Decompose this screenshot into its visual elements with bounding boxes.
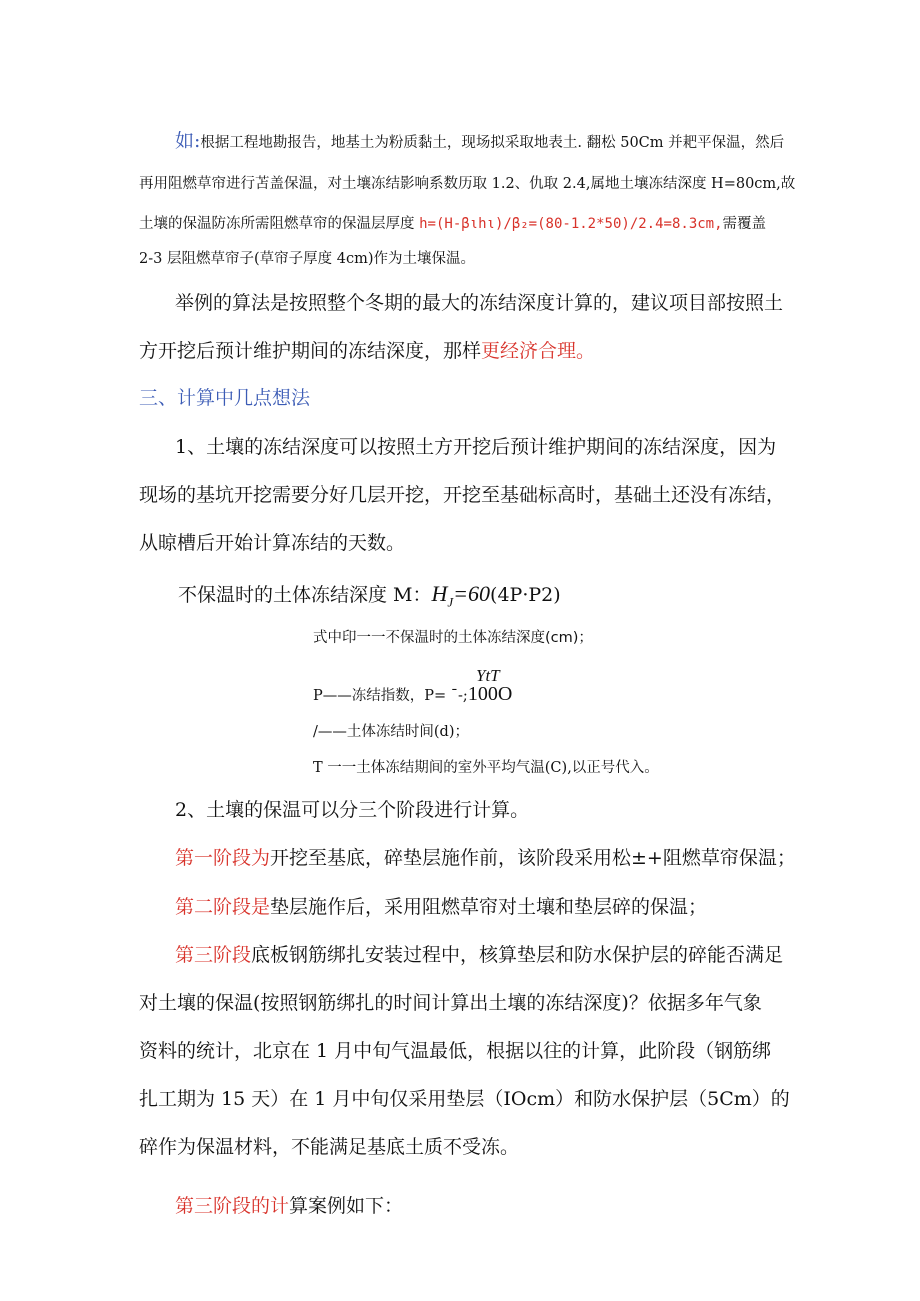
stage3-line-1-text: 底板钢筋绑扎安装过程中，核算垫层和防水保护层的碎能否满足	[251, 944, 784, 966]
example-line-4: 2-3 层阻燃草帘子(草帘子厚度 4cm)作为土壤保温。	[139, 251, 475, 267]
formula-def-2-num: 100O	[467, 683, 513, 705]
example-line-3-tail: 需覆盖	[722, 216, 767, 232]
case-red: 第三阶段的计	[175, 1195, 290, 1217]
point1-line-1: 1、土壤的冻结深度可以按照土方开挖后预计维护期间的冻结深度，因为	[175, 436, 777, 458]
formula-hj	[431, 581, 491, 610]
formula-def-4: T 一一土体冻结期间的室外平均气温(C),以正号代入。	[313, 760, 659, 776]
algo-line-1: 举例的算法是按照整个冬期的最大的冻结深度计算的，建议项目部按照土	[175, 292, 784, 314]
case-line	[175, 1191, 403, 1218]
stage2-text: 垫层施作后，采用阻燃草帘对土壤和垫层碎的保温；	[270, 896, 708, 918]
formula-def-1: 式中印一一不保温时的土体冻结深度(cm)；	[313, 630, 593, 646]
formula-def-2	[313, 683, 512, 706]
freeze-depth-formula	[178, 580, 561, 610]
stage3-label: 第三阶段	[175, 944, 252, 966]
stage3-line-5: 碎作为保温材料，不能满足基底土质不受冻。	[139, 1136, 520, 1158]
point1-line-2: 现场的基坑开挖需要分好几层开挖，开挖至基础标高时，基础土还没有冻结，	[139, 484, 786, 506]
algo-line-2-text: 方开挖后预计维护期间的冻结深度，那样	[139, 340, 482, 362]
example-line-3-text: 土壤的保温防冻所需阻燃草帘的保温层厚度	[139, 216, 420, 232]
formula-hj-rest: (4P·P2)	[490, 584, 561, 606]
formula-label: 不保温时的土体冻结深度 M：	[178, 584, 432, 606]
formula-hj-main: H	[431, 581, 448, 606]
example-line-2: 再用阻燃草帘进行苫盖保温，对土壤冻结影响系数历取 1.2、仇取 2.4,属地土壤冻结深度 H=80cm,故	[139, 176, 796, 192]
stage1-label: 第一阶段为	[175, 847, 271, 869]
example-line-3	[139, 212, 766, 233]
stage1-text: 开挖至基底，碎垫层施作前，该阶段采用松±+阻燃草帘保温；	[270, 847, 796, 869]
point1-line-3: 从晾槽后开始计算冻结的天数。	[139, 532, 406, 554]
stage1-line	[175, 843, 796, 870]
example-line-1	[175, 126, 784, 153]
stage2-line	[175, 892, 707, 919]
stage3-line-3: 资料的统计，北京在 1 月中旬气温最低，根据以往的计算，此阶段（钢筋绑	[139, 1040, 772, 1062]
example-line-1-text: 根据工程地勘报告，地基土为粉质黏土，现场拟采取地表土. 翻松 50Cm 并耙平保温，然后	[200, 135, 785, 151]
stage2-label: 第二阶段是	[175, 896, 271, 918]
case-black: 算案例如下：	[289, 1195, 404, 1217]
insulation-formula: h=(H-βιhι)/β₂=(80-1.2*50)/2.4=8.3cm,	[419, 216, 723, 232]
point2-line: 2、土壤的保温可以分三个阶段进行计算。	[175, 799, 530, 821]
formula-def-2-eq: P= ˉ-;	[424, 688, 468, 704]
section-heading-3: 三、计算中几点想法	[139, 387, 311, 409]
formula-yt: YtT	[476, 666, 500, 685]
formula-hj-eq: =60	[453, 581, 491, 606]
stage3-line-1	[175, 940, 783, 967]
algo-line-2-red: 更经济合理。	[481, 340, 596, 362]
formula-def-2-prefix: P——冻结指数，	[313, 688, 425, 704]
formula-hj-sub: J	[447, 594, 454, 610]
example-prefix: 如:	[175, 130, 201, 152]
formula-def-3: /——土体冻结时间(d)；	[313, 724, 469, 740]
algo-line-2	[139, 336, 595, 363]
stage3-line-4: 扎工期为 15 天）在 1 月中旬仅采用垫层（IOcm）和防水保护层（5Cm）的	[139, 1088, 790, 1110]
stage3-line-2: 对土壤的保温(按照钢筋绑扎的时间计算出土壤的冻结深度)？依据多年气象	[139, 992, 762, 1014]
